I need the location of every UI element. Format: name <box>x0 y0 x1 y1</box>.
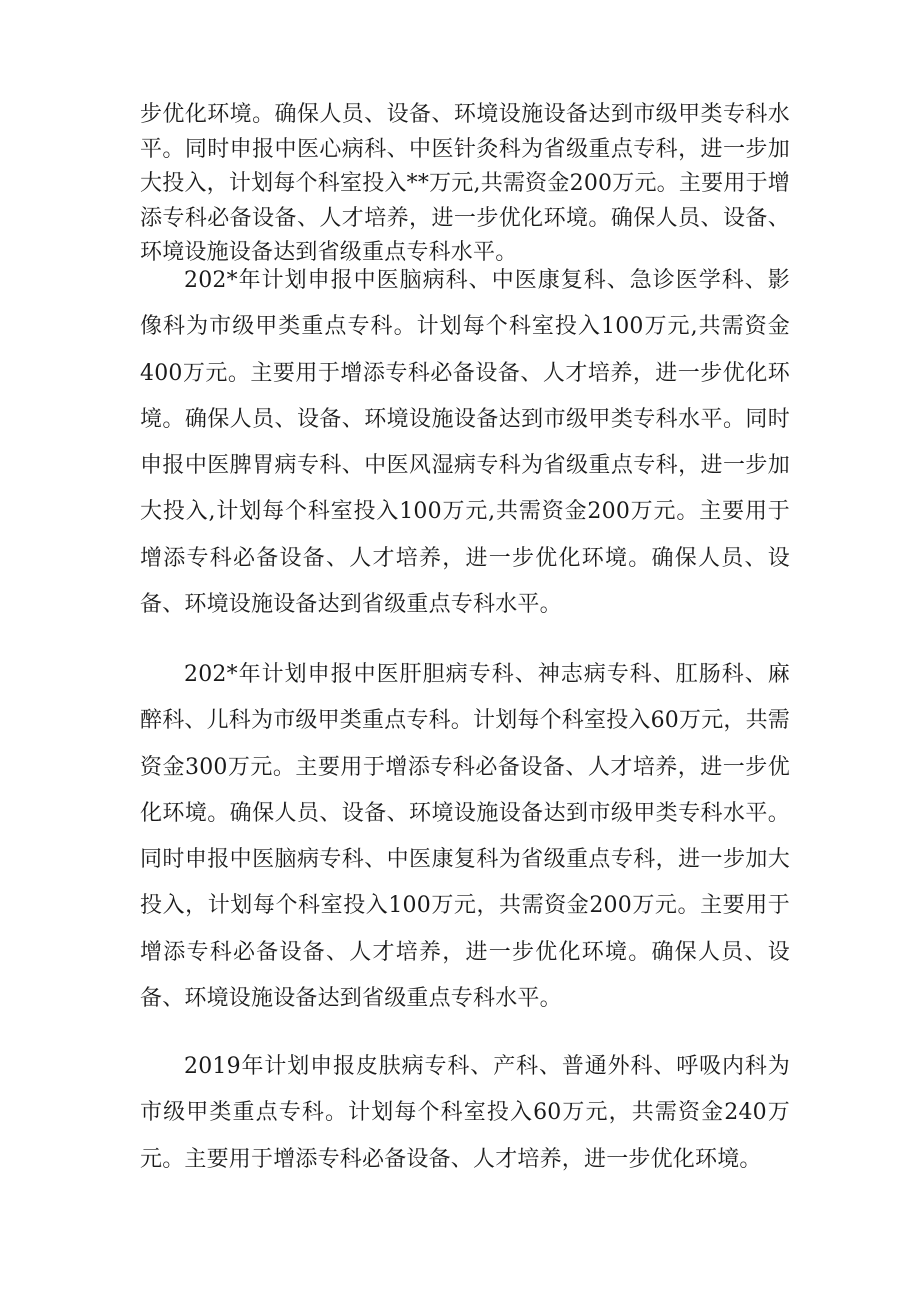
paragraph-plan-2: 202*年计划申报中医脑病科、中医康复科、急诊医学科、影像科为市级甲类重点专科。计划每个科室投入100万元,共需资金400万元。主要用于增添专科必备设备、人才培养，进一步优化环境。确保人员、设备、环境设施设备达到市级甲类专科水平。同时申报中医脾胃病专科、中医风湿病专科为省级重点专科，进一步加大投入,计划每个科室投入100万元,共需资金200万元。主要用于增添专科必备设备、人才培养，进一步优化环境。确保人员、设备、环境设施设备达到省级重点专科水平。 <box>140 268 790 618</box>
paragraph-continued: 步优化环境。确保人员、设备、环境设施设备达到市级甲类专科水平。同时申报中医心病科、中医针灸科为省级重点专科，进一步加大投入，计划每个科室投入**万元,共需资金200万元。主要用于增添专科必备设备、人才培养，进一步优化环境。确保人员、设备、环境设施设备达到省级重点专科水平。 <box>140 102 790 265</box>
paragraph-plan-3: 202*年计划申报中医肝胆病专科、神志病专科、肛肠科、麻醉科、儿科为市级甲类重点专科。计划每个科室投入60万元，共需资金300万元。主要用于增添专科必备设备、人才培养，进一步优化环境。确保人员、设备、环境设施设备达到市级甲类专科水平。同时申报中医脑病专科、中医康复科为省级重点专科，进一步加大投入，计划每个科室投入100万元，共需资金200万元。主要用于增添专科必备设备、人才培养，进一步优化环境。确保人员、设备、环境设施设备达到省级重点专科水平。 <box>140 662 790 1012</box>
paragraph-plan-2019: 2019年计划申报皮肤病专科、产科、普通外科、呼吸内科为市级甲类重点专科。计划每个科室投入60万元，共需资金240万元。主要用于增添专科必备设备、人才培养，进一步优化环境。 <box>140 1054 790 1172</box>
